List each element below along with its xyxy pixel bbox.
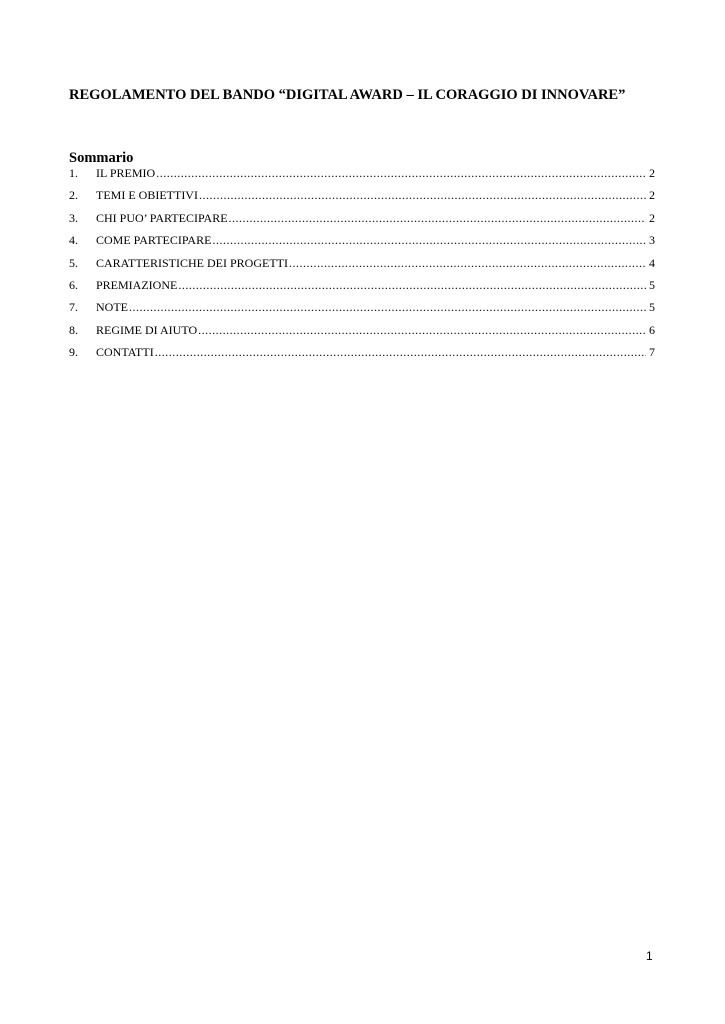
table-of-contents (69, 165, 655, 367)
toc-entry-label[interactable]: CONTATTI (96, 345, 154, 360)
toc-entry-label[interactable]: COME PARTECIPARE (96, 233, 212, 248)
toc-entry-page[interactable]: 2 (649, 210, 655, 225)
toc-entry-number: 9. (69, 345, 78, 360)
toc-entry-number: 5. (69, 255, 78, 270)
toc-entry-page[interactable]: 6 (649, 322, 655, 337)
toc-entry-number: 8. (69, 322, 78, 337)
toc-entry-label[interactable]: IL PREMIO (96, 166, 156, 180)
toc-entry-number: 6. (69, 277, 78, 292)
toc-entry-9[interactable] (69, 344, 655, 366)
toc-entry-page[interactable]: 4 (649, 255, 655, 270)
toc-dot-leader (289, 255, 646, 271)
toc-dot-leader (155, 344, 646, 360)
toc-entry-page[interactable]: 3 (649, 233, 655, 248)
toc-dot-leader (229, 210, 646, 226)
toc-entry-number: 2. (69, 188, 78, 203)
toc-entry-7[interactable] (69, 299, 655, 321)
toc-entry-number: 1. (69, 166, 78, 180)
toc-dot-leader (212, 232, 646, 248)
toc-entry-page[interactable]: 7 (649, 345, 655, 360)
toc-dot-leader (199, 187, 646, 203)
toc-entry-label[interactable]: PREMIAZIONE (96, 277, 178, 292)
toc-entry-4[interactable] (69, 232, 655, 254)
toc-entry-page[interactable]: 5 (649, 277, 655, 292)
toc-dot-leader (178, 277, 646, 293)
toc-entry-1[interactable] (69, 165, 655, 187)
toc-dot-leader (129, 299, 646, 315)
toc-entry-6[interactable] (69, 277, 655, 299)
toc-dot-leader (156, 165, 646, 181)
toc-entry-label[interactable]: CHI PUO’ PARTECIPARE (96, 210, 228, 225)
toc-entry-page[interactable]: 2 (649, 188, 655, 203)
toc-entry-label[interactable]: REGIME DI AIUTO (96, 322, 198, 337)
toc-entry-number: 7. (69, 300, 78, 315)
toc-entry-number: 4. (69, 233, 78, 248)
toc-dot-leader (198, 322, 646, 338)
toc-heading: Sommario (69, 150, 134, 166)
toc-entry-5[interactable] (69, 255, 655, 277)
toc-entry-page[interactable]: 5 (649, 300, 655, 315)
toc-entry-label[interactable]: NOTE (96, 300, 128, 315)
toc-entry-8[interactable] (69, 322, 655, 344)
toc-entry-3[interactable] (69, 210, 655, 232)
toc-entry-label[interactable]: TEMI E OBIETTIVI (96, 188, 198, 203)
toc-entry-2[interactable] (69, 187, 655, 209)
document-title: REGOLAMENTO DEL BANDO “DIGITAL AWARD – IL CORAGGIO DI INNOVARE” (69, 87, 626, 103)
toc-entry-number: 3. (69, 210, 78, 225)
toc-entry-label[interactable]: CARATTERISTICHE DEI PROGETTI (96, 255, 288, 270)
toc-entry-page[interactable]: 2 (649, 166, 655, 180)
page-number: 1 (646, 949, 653, 963)
